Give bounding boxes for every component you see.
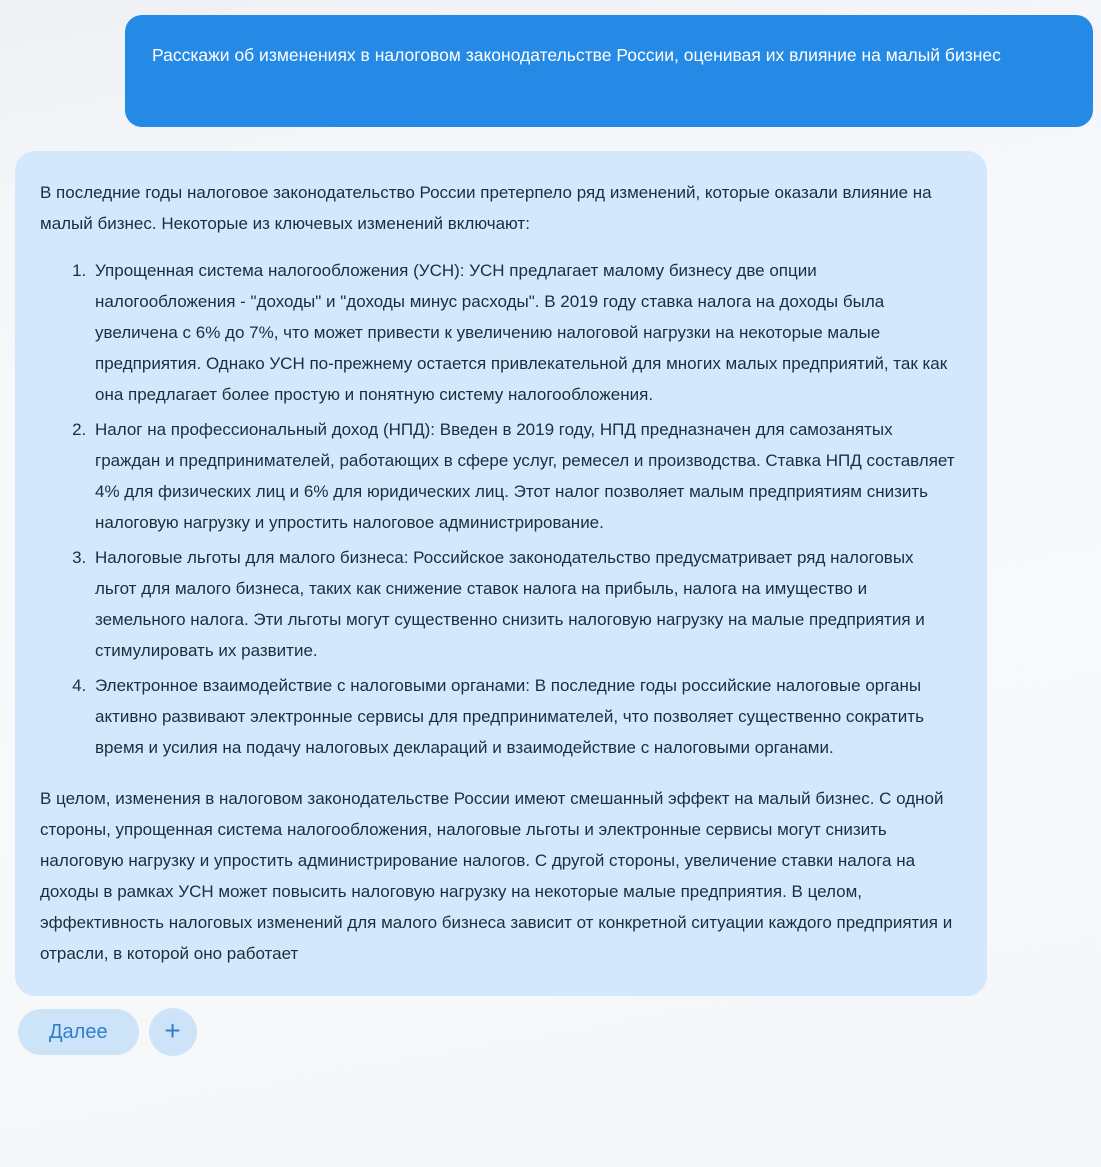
assistant-numbered-list (40, 255, 957, 763)
user-message-bubble (125, 15, 1093, 127)
list-item: 3. Налоговые льготы для малого бизнеса: Российское законодательство предусматривает ряд налоговых льгот для малого бизнеса, таких как снижение ставок налога на прибыль, налога на имущество и земельного налога. Эти льготы могут существенно снизить налоговую нагрузку на малые предприятия и стимулировать их развитие. (91, 542, 957, 666)
list-item: 4. Электронное взаимодействие с налоговыми органами: В последние годы российские налоговые органы активно развивают электронные сервисы для предпринимателей, что позволяет существенно сократить время и усилия на подачу налоговых деклараций и взаимодействие с налоговыми органами. (91, 670, 957, 763)
plus-icon: + (164, 1014, 181, 1046)
assistant-conclusion-paragraph: В целом, изменения в налоговом законодательстве России имеют смешанный эффект на малый бизнес. С одной стороны, упрощенная система налогообложения, налоговые льготы и электронные сервисы могут снизить налоговую нагрузку и упростить администрирование налогов. С другой стороны, увеличение ставки налога на доходы в рамках УСН может повысить налоговую нагрузку на некоторые малые предприятия. В целом, эффективность налоговых изменений для малого бизнеса зависит от конкретной ситуации каждого предприятия и отрасли, в которой оно работает (40, 789, 953, 963)
list-item: 2. Налог на профессиональный доход (НПД): Введен в 2019 году, НПД предназначен для самозанятых граждан и предпринимателей, работающих в сфере услуг, ремесел и производства. Ставка НПД составляет 4% для физических лиц и 6% для юридических лиц. Этот налог позволяет малым предприятиям снизить налоговую нагрузку и упростить налоговое администрирование. (91, 414, 957, 538)
add-button[interactable] (149, 1008, 197, 1056)
list-item: 1. Упрощенная система налогообложения (УСН): УСН предлагает малому бизнесу две опции налогообложения - "доходы" и "доходы минус расходы". В 2019 году ставка налога на доходы была увеличена с 6% до 7%, что может привести к увеличению налоговой нагрузки на некоторые малые предприятия. Однако УСН по-прежнему остается привлекательной для многих малых предприятий, так как она предлагает более простую и понятную систему налогообложения. (91, 255, 957, 410)
footer-action-row (18, 1008, 1101, 1056)
assistant-message-bubble (15, 151, 987, 996)
user-message-text: Расскажи об изменениях в налоговом законодательстве России, оценивая их влияние на малый бизнес (152, 45, 1001, 65)
next-button[interactable]: Далее (18, 1009, 139, 1055)
chat-area (0, 15, 1101, 1056)
assistant-intro-paragraph: В последние годы налоговое законодательство России претерпело ряд изменений, которые оказали влияние на малый бизнес. Некоторые из ключевых изменений включают: (40, 183, 932, 233)
